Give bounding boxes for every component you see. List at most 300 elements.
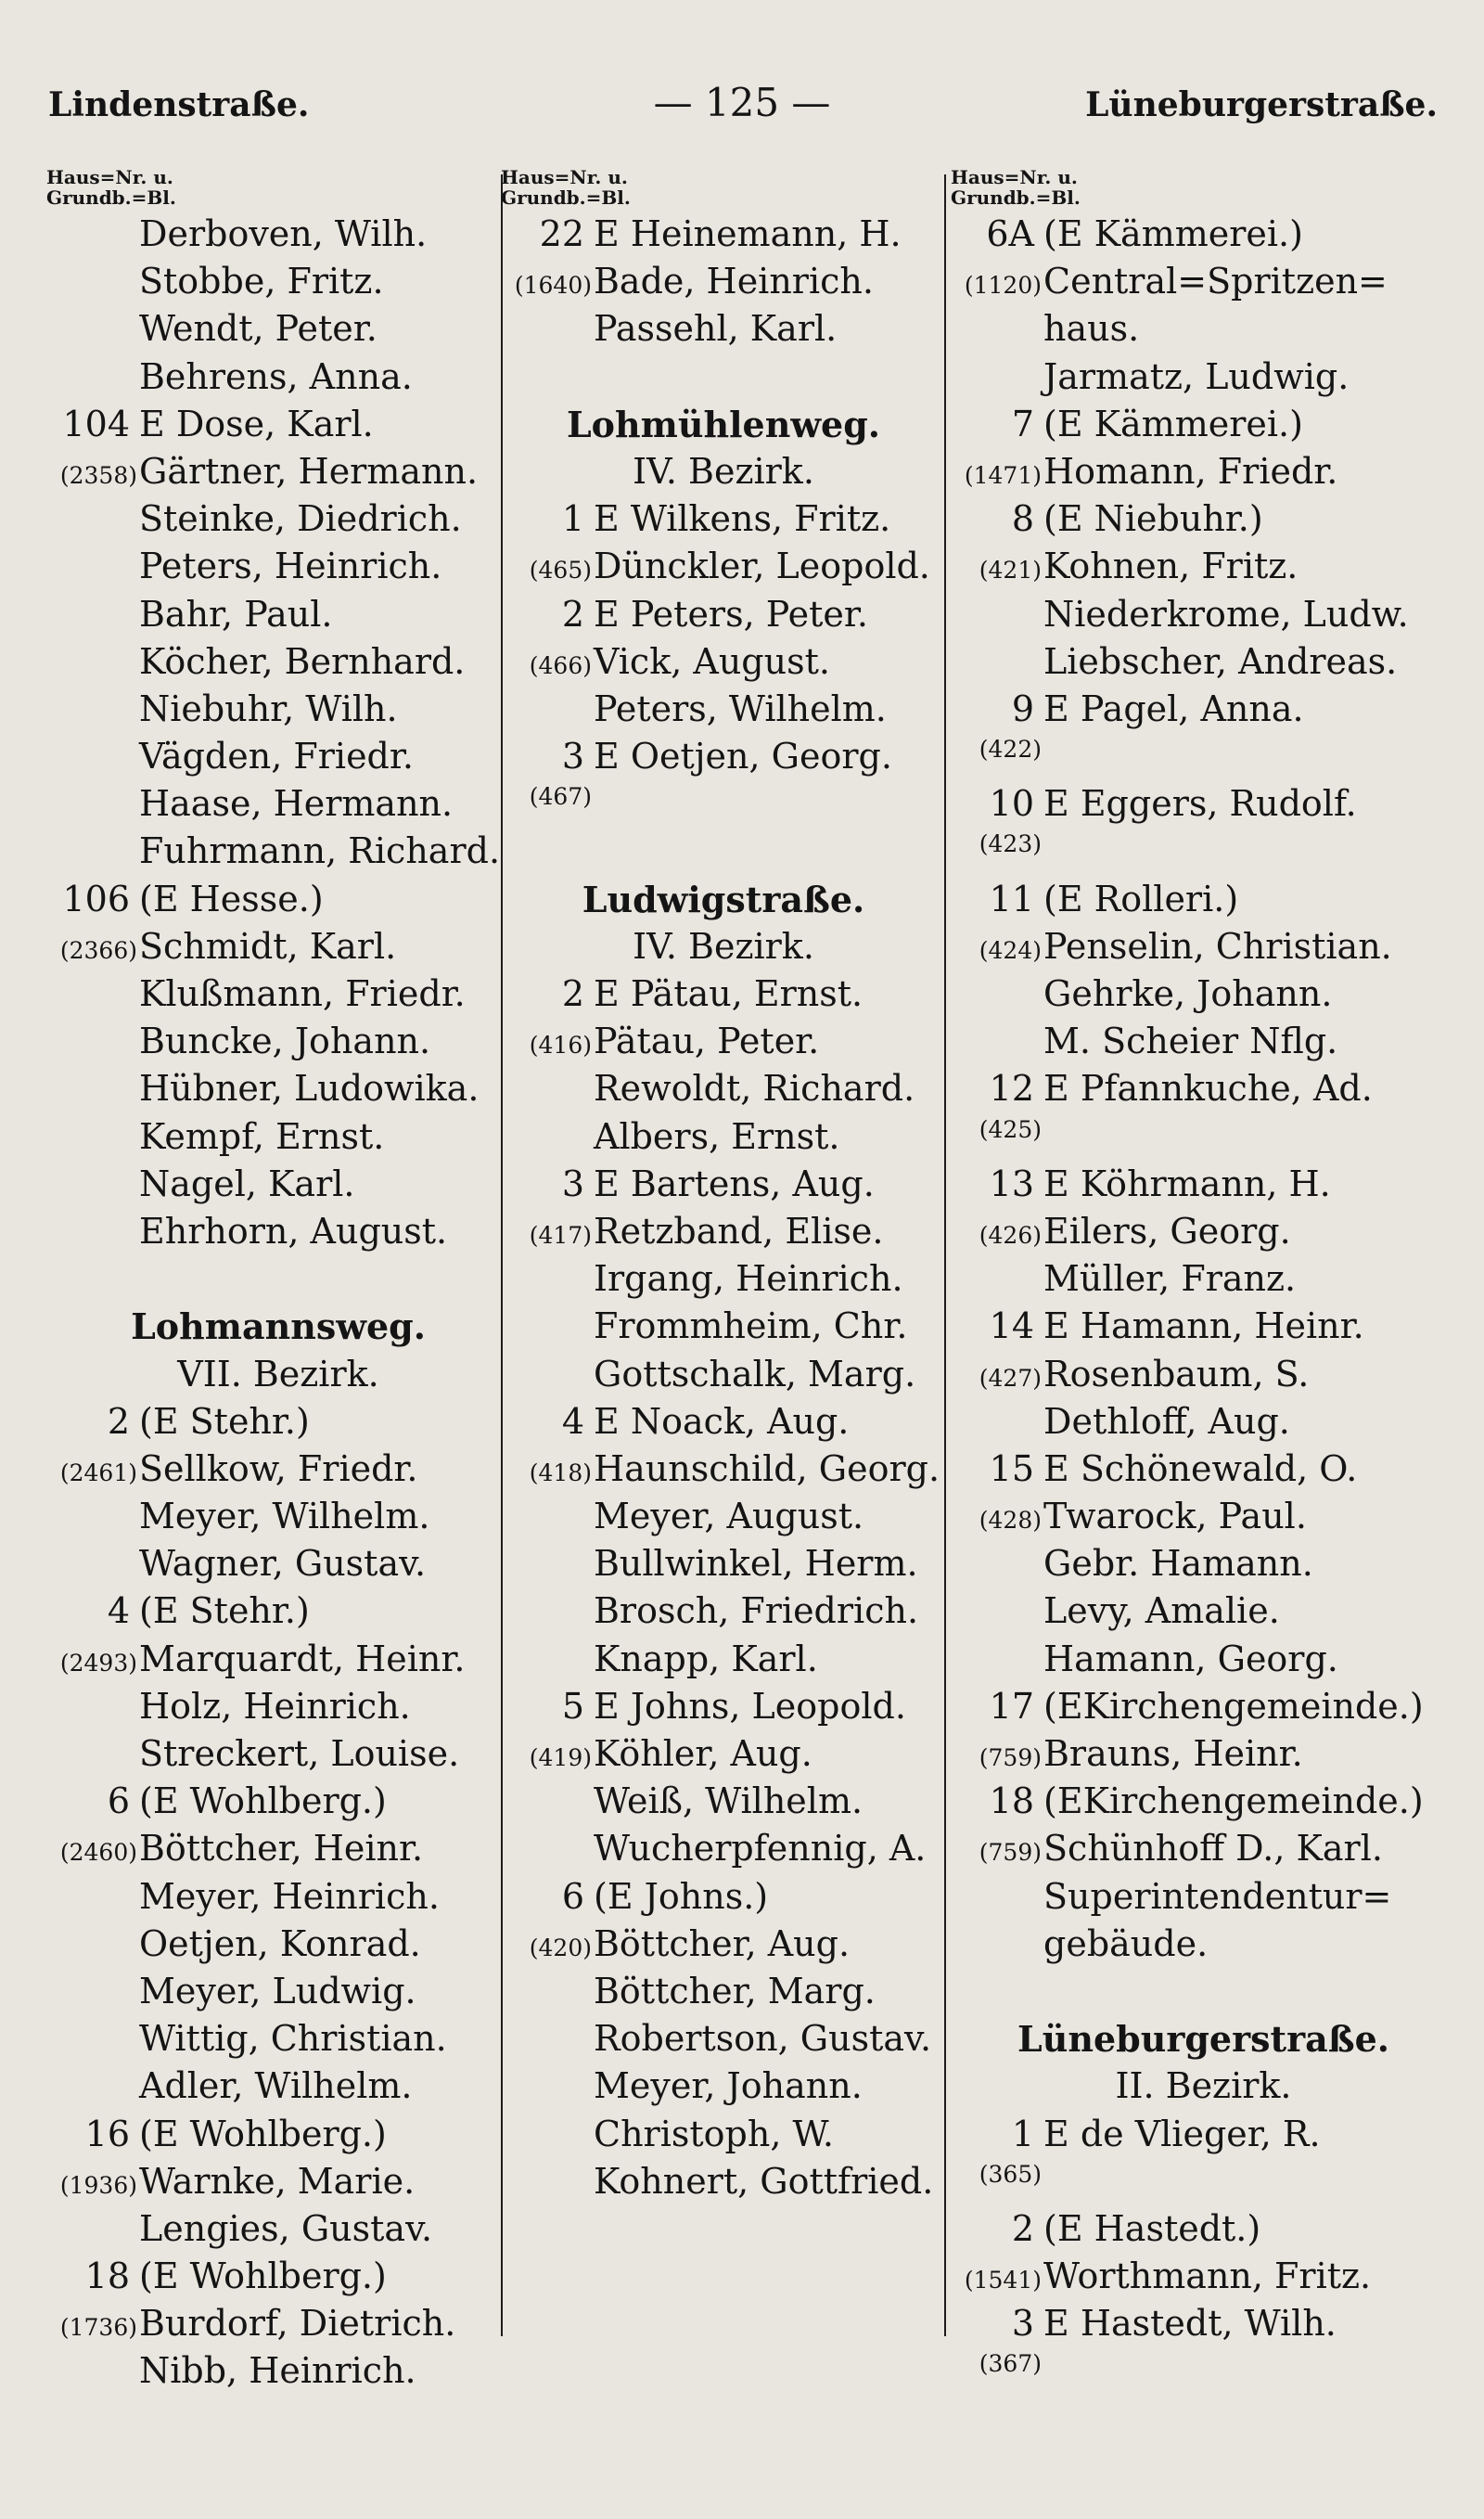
resident-name: Böttcher, Aug. xyxy=(594,1922,851,1964)
register-number: (1120) xyxy=(964,272,1042,300)
resident-name: Rosenbaum, S. xyxy=(1043,1353,1310,1394)
list-item xyxy=(501,1211,946,1258)
register-number: (465) xyxy=(529,557,592,585)
list-item xyxy=(46,1163,510,1211)
list-item xyxy=(46,1639,510,1686)
house-number: 22 xyxy=(539,213,584,254)
resident-name: Meyer, August. xyxy=(594,1496,864,1537)
register-number: (2493) xyxy=(59,1649,137,1677)
list-item xyxy=(501,1163,946,1211)
list-item xyxy=(501,1305,946,1353)
list-item xyxy=(951,498,1456,546)
resident-name: E Dose, Karl. xyxy=(139,403,374,444)
list-item xyxy=(46,736,510,783)
list-item xyxy=(46,404,510,451)
house-number: 15 xyxy=(989,1447,1034,1489)
list-item xyxy=(951,1021,1456,1068)
resident-name: Meyer, Ludwig. xyxy=(139,1970,416,2011)
resident-name: (E Stehr.) xyxy=(139,1590,310,1632)
house-number: 8 xyxy=(1011,498,1034,540)
column-1 xyxy=(46,167,510,2398)
resident-name: Holz, Heinrich. xyxy=(139,1685,411,1727)
resident-name: Peters, Wilhelm. xyxy=(594,688,887,729)
list-item xyxy=(951,2208,1456,2256)
resident-name: (E Johns.) xyxy=(594,1875,769,1917)
register-number: (422) xyxy=(979,736,1042,764)
list-item xyxy=(46,498,510,546)
list-item xyxy=(501,1401,946,1448)
resident-name: Kempf, Ernst. xyxy=(139,1115,385,1157)
register-number: (365) xyxy=(979,2160,1042,2188)
list-item xyxy=(501,1686,946,1733)
resident-name: Vick, August. xyxy=(594,640,830,682)
house-number: 104 xyxy=(62,403,130,444)
resident-name: E Hamann, Heinr. xyxy=(1043,1305,1364,1347)
list-item xyxy=(501,973,946,1021)
list-item xyxy=(951,213,1456,261)
resident-name: haus. xyxy=(1043,308,1140,350)
list-item xyxy=(46,2303,510,2350)
list-item xyxy=(46,1543,510,1590)
register-number: (425) xyxy=(979,1115,1042,1143)
list-item xyxy=(46,973,510,1021)
list-item xyxy=(951,1354,1456,1401)
column-header-line: Grundb.=Bl. xyxy=(951,186,1081,209)
house-number: 12 xyxy=(989,1068,1034,1110)
register-number: (427) xyxy=(979,1364,1042,1392)
list-item xyxy=(46,1496,510,1543)
register-number: (419) xyxy=(529,1744,592,1771)
house-number: 6 xyxy=(107,1780,130,1822)
resident-name: E Bartens, Aug. xyxy=(594,1163,875,1204)
house-number: 18 xyxy=(84,2256,130,2297)
resident-name: Ehrhorn, August. xyxy=(139,1210,448,1252)
list-item xyxy=(501,1258,946,1305)
resident-name: Oetjen, Konrad. xyxy=(139,1922,421,1964)
register-number: (420) xyxy=(529,1934,592,1961)
street-heading: Lohmühlenweg. xyxy=(566,403,881,445)
house-number: 106 xyxy=(62,878,130,919)
resident-name: Böttcher, Heinr. xyxy=(139,1828,424,1870)
list-item xyxy=(951,1116,1456,1163)
resident-name: Fuhrmann, Richard. xyxy=(139,830,501,872)
resident-name: Schmidt, Karl. xyxy=(139,925,397,967)
resident-name: E Johns, Leopold. xyxy=(594,1685,906,1727)
resident-name: Dünckler, Leopold. xyxy=(594,546,930,587)
resident-name: (E Wohlberg.) xyxy=(139,1780,387,1822)
list-item xyxy=(501,1543,946,1590)
house-number: 6 xyxy=(561,1875,584,1917)
list-item xyxy=(951,2350,1456,2397)
resident-name: (E Rolleri.) xyxy=(1043,878,1239,919)
register-number: (2460) xyxy=(59,1839,137,1867)
resident-name: Kohnen, Fritz. xyxy=(1043,546,1298,587)
list-item xyxy=(951,1733,1456,1780)
column-2 xyxy=(501,167,946,2208)
column-header-line: Grundb.=Bl. xyxy=(46,186,176,209)
list-item xyxy=(951,1211,1456,1258)
list-item xyxy=(951,2114,1456,2161)
resident-name: Penselin, Christian. xyxy=(1043,925,1392,967)
register-number: (1640) xyxy=(514,272,592,300)
house-number: 1 xyxy=(561,498,584,540)
resident-name: Derboven, Wilh. xyxy=(139,213,428,254)
street-heading: Lohmannsweg. xyxy=(131,1305,426,1348)
resident-name: E Pfannkuche, Ad. xyxy=(1043,1068,1373,1110)
house-number: 1 xyxy=(1011,2113,1034,2154)
register-number: (2358) xyxy=(59,461,137,489)
resident-name: Knapp, Karl. xyxy=(594,1638,818,1679)
list-item xyxy=(951,830,1456,878)
list-item xyxy=(46,2114,510,2161)
resident-name: Retzband, Elise. xyxy=(594,1210,884,1252)
house-number: 6A xyxy=(986,213,1034,254)
section-spacer xyxy=(951,1971,1456,2018)
list-item xyxy=(951,2303,1456,2350)
list-item xyxy=(46,1448,510,1496)
resident-name: Brauns, Heinr. xyxy=(1043,1733,1303,1774)
house-number: 5 xyxy=(561,1685,584,1727)
resident-name: Sellkow, Friedr. xyxy=(139,1447,418,1489)
house-number: 7 xyxy=(1011,403,1034,444)
resident-name: Pätau, Peter. xyxy=(594,1021,820,1062)
list-item xyxy=(501,2114,946,2161)
resident-name: Nagel, Karl. xyxy=(139,1163,355,1204)
resident-name: E Noack, Aug. xyxy=(594,1400,850,1442)
resident-name: (E Wohlberg.) xyxy=(139,2113,387,2154)
resident-name: Böttcher, Marg. xyxy=(594,1970,876,2011)
list-item xyxy=(501,783,946,830)
list-item xyxy=(46,926,510,973)
resident-name: Liebscher, Andreas. xyxy=(1043,640,1398,682)
list-item xyxy=(951,736,1456,783)
resident-name: Kohnert, Gottfried. xyxy=(594,2160,934,2202)
resident-name: Burdorf, Dietrich. xyxy=(139,2303,456,2345)
list-item xyxy=(951,356,1456,404)
list-item xyxy=(46,213,510,261)
resident-name: Hamann, Georg. xyxy=(1043,1638,1338,1679)
resident-name: Behrens, Anna. xyxy=(139,355,413,397)
list-item xyxy=(951,451,1456,498)
list-item xyxy=(501,1354,946,1401)
resident-name: Stobbe, Fritz. xyxy=(139,261,384,302)
column-header xyxy=(501,167,946,208)
resident-name: Streckert, Louise. xyxy=(139,1733,460,1774)
resident-name: Brosch, Friedrich. xyxy=(594,1590,919,1632)
register-number: (759) xyxy=(979,1744,1042,1771)
resident-name: E Eggers, Rudolf. xyxy=(1043,783,1357,825)
resident-name: E Hastedt, Wilh. xyxy=(1043,2303,1337,2345)
list-item xyxy=(951,2256,1456,2303)
list-item xyxy=(501,641,946,688)
list-item xyxy=(951,1876,1456,1923)
resident-name: Adler, Wilhelm. xyxy=(139,2065,413,2107)
list-item xyxy=(951,926,1456,973)
list-item xyxy=(46,1971,510,2018)
resident-name: Meyer, Johann. xyxy=(594,2065,863,2107)
resident-name: Peters, Heinrich. xyxy=(139,546,442,587)
resident-name: E de Vlieger, R. xyxy=(1043,2113,1321,2154)
resident-name: Gehrke, Johann. xyxy=(1043,973,1333,1014)
house-number: 3 xyxy=(561,1163,584,1204)
list-item xyxy=(501,2161,946,2208)
column-header xyxy=(46,167,510,208)
resident-name: (E Kämmerei.) xyxy=(1043,213,1303,254)
resident-name: Superintendentur= xyxy=(1043,1875,1392,1917)
column-header xyxy=(951,167,1456,208)
list-item xyxy=(46,1116,510,1163)
resident-name: E Schönewald, O. xyxy=(1043,1447,1358,1489)
list-item xyxy=(501,546,946,593)
list-item xyxy=(951,1163,1456,1211)
resident-name: Wendt, Peter. xyxy=(139,308,377,350)
resident-name: E Heinemann, H. xyxy=(594,213,902,254)
resident-name: (E Hesse.) xyxy=(139,878,324,919)
resident-name: (E Hastedt.) xyxy=(1043,2207,1261,2249)
list-item xyxy=(951,1401,1456,1448)
register-number: (1471) xyxy=(964,461,1042,489)
resident-name: Hübner, Ludowika. xyxy=(139,1068,480,1110)
register-number: (1936) xyxy=(59,2171,137,2199)
register-number: (2366) xyxy=(59,936,137,964)
register-number: (467) xyxy=(529,783,592,811)
page-number: — 125 — xyxy=(653,80,831,125)
column-header-line: Haus=Nr. u. xyxy=(951,166,1078,188)
resident-name: E Wilkens, Fritz. xyxy=(594,498,891,540)
list-item xyxy=(46,1401,510,1448)
resident-name: Bahr, Paul. xyxy=(139,593,333,635)
register-number: (424) xyxy=(979,936,1042,964)
list-item xyxy=(501,1733,946,1780)
resident-name: Wucherpfennig, A. xyxy=(594,1828,927,1870)
register-number: (426) xyxy=(979,1221,1042,1249)
resident-name: Robertson, Gustav. xyxy=(594,2018,932,2060)
resident-name: Klußmann, Friedr. xyxy=(139,973,466,1014)
street-heading: Lüneburgerstraße. xyxy=(1017,2018,1389,2061)
running-head-right: Lüneburgerstraße. xyxy=(1085,85,1438,124)
resident-name: (E Kämmerei.) xyxy=(1043,403,1303,444)
resident-name: Homann, Friedr. xyxy=(1043,450,1338,492)
house-number: 17 xyxy=(989,1685,1034,1727)
list-item xyxy=(46,1211,510,1258)
list-item xyxy=(501,1116,946,1163)
list-item xyxy=(46,641,510,688)
resident-name: Rewoldt, Richard. xyxy=(594,1068,915,1110)
house-number: 2 xyxy=(107,1400,130,1442)
resident-name: Irgang, Heinrich. xyxy=(594,1258,903,1300)
list-item xyxy=(501,1590,946,1638)
list-item xyxy=(46,308,510,355)
list-item xyxy=(46,688,510,736)
register-number: (367) xyxy=(979,2350,1042,2378)
list-item xyxy=(951,1686,1456,1733)
list-item xyxy=(46,2065,510,2113)
resident-name: (EKirchengemeinde.) xyxy=(1043,1780,1424,1822)
list-item xyxy=(951,879,1456,926)
house-number: 3 xyxy=(561,736,584,778)
resident-name: E Köhrmann, H. xyxy=(1043,1163,1331,1204)
resident-name: Passehl, Karl. xyxy=(594,308,838,350)
resident-name: Bullwinkel, Herm. xyxy=(594,1543,918,1585)
list-item xyxy=(501,1828,946,1875)
list-item xyxy=(501,1068,946,1115)
list-item xyxy=(501,498,946,546)
register-number: (423) xyxy=(979,830,1042,858)
resident-name: Gottschalk, Marg. xyxy=(594,1353,916,1394)
list-item xyxy=(951,1543,1456,1590)
house-number: 13 xyxy=(989,1163,1034,1204)
list-item xyxy=(46,1828,510,1875)
house-number: 10 xyxy=(989,783,1034,825)
resident-name: Meyer, Wilhelm. xyxy=(139,1496,430,1537)
register-number: (428) xyxy=(979,1507,1042,1535)
house-number: 4 xyxy=(561,1400,584,1442)
list-item xyxy=(951,688,1456,736)
register-number: (466) xyxy=(529,651,592,679)
resident-name: Christoph, W. xyxy=(594,2113,834,2154)
resident-name: Lengies, Gustav. xyxy=(139,2207,433,2249)
resident-name: (EKirchengemeinde.) xyxy=(1043,1685,1424,1727)
list-item xyxy=(46,830,510,878)
resident-name: (E Wohlberg.) xyxy=(139,2256,387,2297)
list-item xyxy=(46,261,510,308)
resident-name: Frommheim, Chr. xyxy=(594,1305,908,1347)
resident-name: Buncke, Johann. xyxy=(139,1021,431,1062)
list-item xyxy=(501,736,946,783)
list-item xyxy=(951,1639,1456,1686)
house-number: 11 xyxy=(989,878,1034,919)
list-item xyxy=(951,641,1456,688)
list-item xyxy=(951,1496,1456,1543)
list-item xyxy=(46,2208,510,2256)
resident-name: E Pätau, Ernst. xyxy=(594,973,864,1014)
house-number: 16 xyxy=(84,2113,130,2154)
resident-name: Marquardt, Heinr. xyxy=(139,1638,466,1679)
resident-name: Wagner, Gustav. xyxy=(139,1543,427,1585)
resident-name: Warnke, Marie. xyxy=(139,2160,416,2202)
house-number: 3 xyxy=(1011,2303,1034,2345)
resident-name: Wittig, Christian. xyxy=(139,2018,447,2060)
register-number: (1736) xyxy=(59,2314,137,2342)
list-item xyxy=(46,546,510,593)
house-number: 14 xyxy=(989,1305,1034,1347)
list-item xyxy=(951,1780,1456,1828)
list-item xyxy=(46,879,510,926)
register-number: (421) xyxy=(979,557,1042,585)
street-heading: Ludwigstraße. xyxy=(582,878,865,920)
district-label: II. Bezirk. xyxy=(1115,2065,1292,2107)
list-item xyxy=(501,688,946,736)
register-number: (416) xyxy=(529,1032,592,1060)
list-item xyxy=(501,1780,946,1828)
resident-name: Gärtner, Hermann. xyxy=(139,450,479,492)
resident-name: E Pagel, Anna. xyxy=(1043,688,1304,729)
list-item xyxy=(951,404,1456,451)
resident-name: Schünhoff D., Karl. xyxy=(1043,1828,1383,1870)
list-item xyxy=(501,1876,946,1923)
list-item xyxy=(501,308,946,355)
resident-name: Central=Spritzen= xyxy=(1043,261,1388,302)
list-item xyxy=(951,261,1456,308)
section-spacer xyxy=(501,356,946,404)
resident-name: Weiß, Wilhelm. xyxy=(594,1780,864,1822)
resident-name: Bade, Heinrich. xyxy=(594,261,874,302)
district-label: IV. Bezirk. xyxy=(633,925,814,967)
list-item xyxy=(46,783,510,830)
list-item xyxy=(951,546,1456,593)
resident-name: M. Scheier Nflg. xyxy=(1043,1021,1338,1062)
register-number: (759) xyxy=(979,1839,1042,1867)
list-item xyxy=(501,1448,946,1496)
house-number: 2 xyxy=(1011,2207,1034,2249)
resident-name: gebäude. xyxy=(1043,1922,1209,1964)
district-label: IV. Bezirk. xyxy=(633,450,814,492)
list-item xyxy=(46,1876,510,1923)
list-item xyxy=(46,1686,510,1733)
list-item xyxy=(46,1021,510,1068)
list-item xyxy=(46,356,510,404)
list-item xyxy=(951,308,1456,355)
list-item xyxy=(46,2161,510,2208)
running-head-left: Lindenstraße. xyxy=(48,85,310,124)
register-number: (418) xyxy=(529,1459,592,1486)
list-item xyxy=(951,783,1456,830)
list-item xyxy=(501,213,946,261)
list-item xyxy=(951,1590,1456,1638)
resident-name: Gebr. Hamann. xyxy=(1043,1543,1313,1585)
column-header-line: Haus=Nr. u. xyxy=(46,166,173,188)
list-item xyxy=(46,2018,510,2065)
list-item xyxy=(501,1639,946,1686)
resident-name: (E Stehr.) xyxy=(139,1400,310,1442)
resident-name: Müller, Franz. xyxy=(1043,1258,1297,1300)
list-item xyxy=(951,594,1456,641)
list-item xyxy=(46,1780,510,1828)
resident-name: Nibb, Heinrich. xyxy=(139,2350,416,2392)
list-item xyxy=(46,2350,510,2397)
list-item xyxy=(951,1305,1456,1353)
list-item xyxy=(501,2065,946,2113)
resident-name: Twarock, Paul. xyxy=(1043,1496,1307,1537)
list-item xyxy=(46,1590,510,1638)
list-item xyxy=(46,1068,510,1115)
list-item xyxy=(501,2018,946,2065)
list-item xyxy=(501,261,946,308)
section-spacer xyxy=(46,1258,510,1305)
resident-name: Levy, Amalie. xyxy=(1043,1590,1280,1632)
list-item xyxy=(46,1733,510,1780)
house-number: 2 xyxy=(561,973,584,1014)
column-header-line: Grundb.=Bl. xyxy=(501,186,631,209)
resident-name: Köcher, Bernhard. xyxy=(139,640,466,682)
section-spacer xyxy=(501,830,946,878)
resident-name: Haase, Hermann. xyxy=(139,783,454,825)
list-item xyxy=(501,1971,946,2018)
list-item xyxy=(46,594,510,641)
list-item xyxy=(46,2256,510,2303)
resident-name: Meyer, Heinrich. xyxy=(139,1875,440,1917)
house-number: 2 xyxy=(561,593,584,635)
resident-name: (E Niebuhr.) xyxy=(1043,498,1263,540)
column-header-line: Haus=Nr. u. xyxy=(501,166,628,188)
list-item xyxy=(951,1258,1456,1305)
list-item xyxy=(951,1828,1456,1875)
list-item xyxy=(951,1448,1456,1496)
register-number: (417) xyxy=(529,1221,592,1249)
list-item xyxy=(46,451,510,498)
resident-name: E Peters, Peter. xyxy=(594,593,868,635)
list-item xyxy=(501,1496,946,1543)
